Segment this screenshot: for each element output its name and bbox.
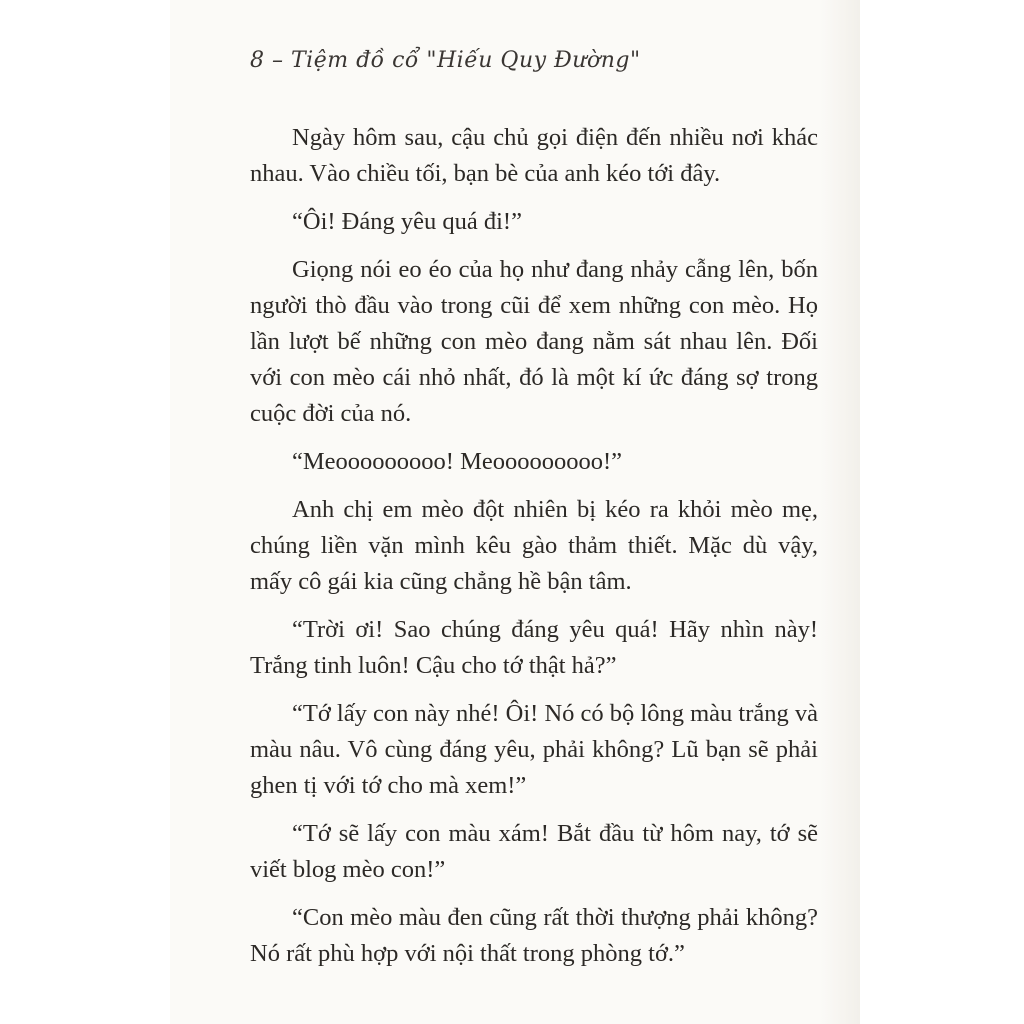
paragraph: “Meooooooooo! Meooooooooo!” (292, 448, 623, 475)
paragraph: Giọng nói eo éo của họ như đang nhảy cẫng lên, bốn người thò đầu vào trong cũi để xem những con mèo. Họ lần lượt bế những con mèo đang nằm sát nhau lên. Đối với con mèo cái nhỏ nhất, đó là một kí ức đáng sợ trong cuộc đời của nó. (250, 256, 818, 427)
paragraph: “Ôi! Đáng yêu quá đi!” (292, 208, 522, 235)
paragraph: “Tớ lấy con này nhé! Ôi! Nó có bộ lông màu trắng và màu nâu. Vô cùng đáng yêu, phải không? Lũ bạn sẽ phải ghen tị với tớ cho mà xem!” (250, 700, 818, 799)
paragraph: “Trời ơi! Sao chúng đáng yêu quá! Hãy nhìn này! Trắng tinh luôn! Cậu cho tớ thật hả?” (250, 616, 818, 679)
paragraph: “Tớ sẽ lấy con màu xám! Bắt đầu từ hôm nay, tớ sẽ viết blog mèo con!” (250, 820, 818, 883)
running-header: 8 – Tiệm đồ cổ "Hiếu Quy Đường" (250, 48, 641, 73)
paragraph: “Con mèo màu đen cũng rất thời thượng phải không? Nó rất phù hợp với nội thất trong phòng tớ.” (250, 904, 818, 967)
chapter-body (250, 120, 818, 984)
paragraph: Anh chị em mèo đột nhiên bị kéo ra khỏi mèo mẹ, chúng liền vặn mình kêu gào thảm thiết. Mặc dù vậy, mấy cô gái kia cũng chẳng hề bận tâm. (250, 496, 818, 595)
paragraph: Ngày hôm sau, cậu chủ gọi điện đến nhiều nơi khác nhau. Vào chiều tối, bạn bè của anh kéo tới đây. (250, 124, 818, 187)
